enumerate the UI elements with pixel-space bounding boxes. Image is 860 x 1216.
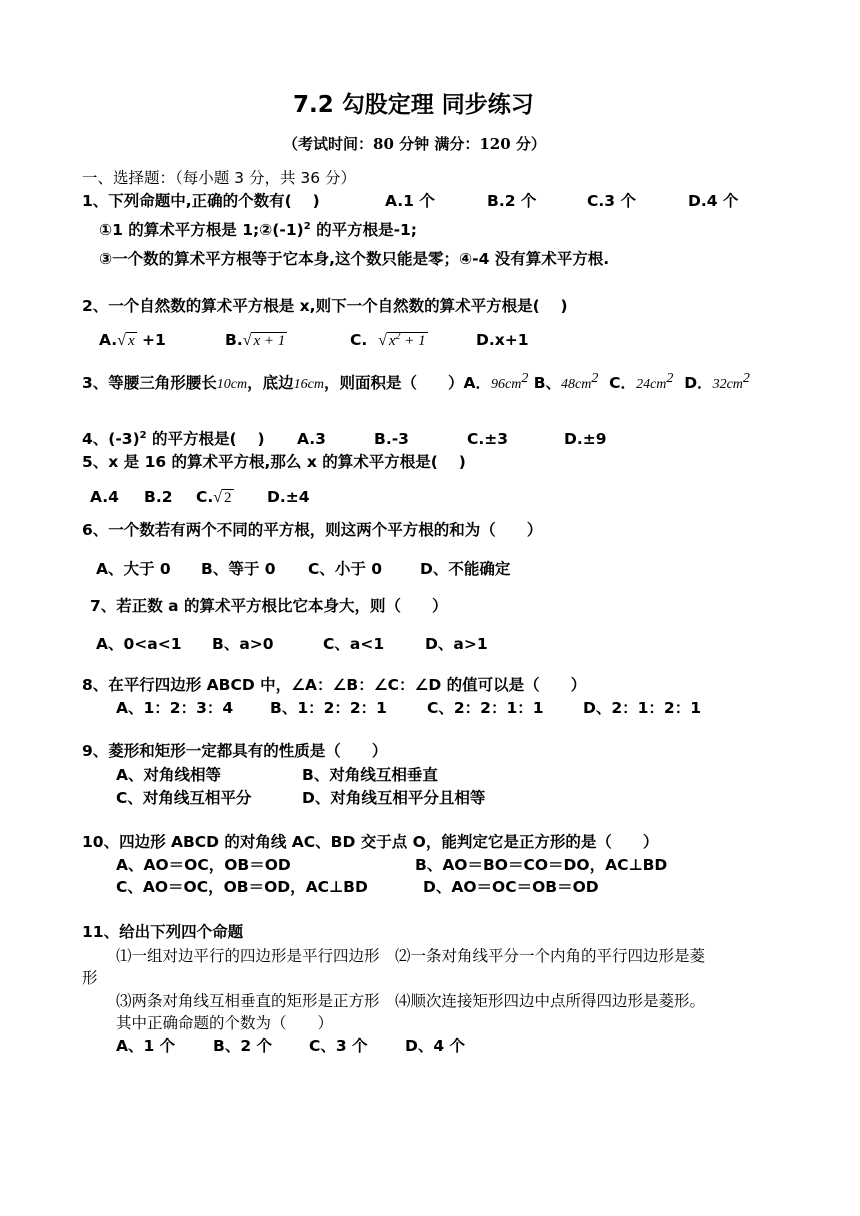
question-stem: ，则面积是（ ）: [323, 374, 464, 392]
statement-line: ⑴一组对边平行的四边形是平行四边形 ⑵一条对角线平分一个内角的平行四边形是菱: [116, 947, 706, 965]
option-a: A、0<a<1: [96, 635, 182, 653]
sqrt-expression: √ $x^2 + 1$: [378, 331, 426, 349]
option-b: B、AO＝BO＝CO＝DO，AC⊥BD: [415, 856, 668, 874]
option-d: D、2：1：2：1: [583, 699, 702, 717]
option-d-value: 32cm: [712, 377, 743, 392]
option-c: C、3 个: [309, 1037, 368, 1055]
option-d: D、不能确定: [420, 560, 511, 578]
question-stem: 10、四边形 ABCD 的对角线 AC、BD 交于点 O，能判定它是正方形的是（ ）: [82, 833, 659, 851]
option-c: C、a<1: [323, 635, 385, 653]
question-stem: 6、一个数若有两个不同的平方根，则这两个平方根的和为（ ）: [82, 521, 543, 539]
statement-line: 形: [82, 969, 98, 987]
question-stem: 9、菱形和矩形一定都具有的性质是（ ）: [82, 742, 388, 760]
stem-text: 4、(-3): [82, 430, 140, 448]
option-a: A.3: [297, 430, 326, 448]
radicand: x: [127, 333, 135, 349]
exponent: 2: [742, 370, 750, 386]
option-a: A．: [463, 374, 491, 392]
exponent: 2: [591, 370, 599, 386]
option-c: C、2：2：1：1: [427, 699, 544, 717]
option-b: B、对角线互相垂直: [302, 766, 438, 784]
option-b: B.-3: [374, 430, 409, 448]
length-value: 10cm: [216, 377, 248, 392]
option-b: B.2 个: [487, 192, 537, 210]
option-b: B、: [533, 374, 562, 392]
option-c: C、AO＝OC，OB＝OD，AC⊥BD: [116, 878, 368, 896]
exponent: 2: [521, 370, 529, 386]
sqrt-expression: √ x: [117, 332, 135, 349]
option-c: C、对角线互相平分: [116, 789, 252, 807]
option-a: A、1 个: [116, 1037, 176, 1055]
exponent: 2: [666, 370, 674, 386]
question-stem: 5、x 是 16 的算术平方根,那么 x 的算术平方根是( ): [82, 453, 466, 471]
option-d: D、AO＝OC＝OB＝OD: [423, 878, 599, 896]
question-stem: 2、一个自然数的算术平方根是 x,则下一个自然数的算术平方根是( ): [82, 297, 568, 315]
option-d: D、4 个: [405, 1037, 466, 1055]
radicand: x: [388, 333, 396, 349]
option-c: C.±3: [467, 430, 509, 448]
radicand: x + 1: [253, 333, 286, 349]
option-b-value: 48cm: [561, 377, 592, 392]
sqrt-expression: √ x + 1: [242, 332, 286, 349]
radicand: + 1: [400, 333, 426, 349]
radicand: 2: [224, 490, 232, 506]
exam-info: （考试时间：80 分钟 满分：120 分）: [283, 135, 546, 153]
section-heading: 一、选择题：（每小题 3 分，共 36 分）: [82, 169, 357, 187]
option-label: C.: [196, 488, 214, 506]
question-stem: 3、等腰三角形腰长: [82, 374, 217, 392]
option-a: A.4: [90, 488, 119, 506]
question-3: [82, 370, 750, 395]
option-a: A、大于 0: [96, 560, 171, 578]
option-a: A.1 个: [385, 192, 435, 210]
option-b: [225, 330, 287, 351]
option-b: B、1：2：2：1: [270, 699, 387, 717]
option-c: C.3 个: [587, 192, 636, 210]
option-b: B.2: [144, 488, 173, 506]
option-c: C、小于 0: [308, 560, 383, 578]
option-d: D.±9: [564, 430, 607, 448]
question-stem: ，底边: [247, 374, 294, 392]
statement-line: [99, 220, 417, 240]
length-value: 16cm: [293, 377, 324, 392]
option-b: B、2 个: [213, 1037, 272, 1055]
page-title: 7.2 勾股定理 同步练习: [293, 92, 534, 118]
option-b: B、a>0: [212, 635, 274, 653]
option-d: D.±4: [267, 488, 310, 506]
option-a: A、1：2：3：4: [116, 699, 234, 717]
exponent: 2: [395, 331, 401, 342]
option-b: B、等于 0: [201, 560, 276, 578]
question-stem: 7、若正数 a 的算术平方根比它本身大，则（ ）: [90, 597, 448, 615]
option-d: D.4 个: [688, 192, 739, 210]
option-label: B.: [225, 331, 243, 349]
stem-text: 的平方根是( ): [146, 430, 265, 448]
question-stem: 8、在平行四边形 ABCD 中，∠A：∠B：∠C：∠D 的值可以是（ ）: [82, 676, 587, 694]
option-a: A、AO＝OC，OB＝OD: [116, 856, 291, 874]
option-d: D、a>1: [425, 635, 488, 653]
option-d: D、对角线互相平分且相等: [302, 789, 486, 807]
option-a: A、对角线相等: [116, 766, 221, 784]
option-a: [99, 330, 166, 351]
question-stem: 11、给出下列四个命题: [82, 923, 244, 941]
option-text: +1: [136, 331, 166, 349]
exponent: 2: [139, 429, 147, 441]
exponent: 2: [303, 220, 311, 232]
statement-text: ①1 的算术平方根是 1;②(-1): [99, 221, 304, 239]
option-d: D．: [684, 374, 713, 392]
option-c: C．: [609, 374, 637, 392]
statement-line: ③一个数的算术平方根等于它本身,这个数只能是零；④-4 没有算术平方根.: [99, 250, 610, 268]
option-label: C.: [350, 331, 368, 349]
statement-line: 其中正确命题的个数为（ ）: [116, 1014, 334, 1032]
option-label: A.: [99, 331, 118, 349]
question-stem: 1、下列命题中,正确的个数有( ): [82, 192, 320, 210]
sqrt-expression: √ 2: [213, 489, 232, 506]
statement-text: 的平方根是-1;: [310, 221, 417, 239]
option-d: D.x+1: [476, 331, 529, 349]
option-c: [196, 487, 234, 508]
option-a-value: 96cm: [490, 377, 522, 392]
statement-line: ⑶两条对角线互相垂直的矩形是正方形 ⑷顺次连接矩形四边中点所得四边形是菱形。: [116, 992, 706, 1010]
option-c: [350, 330, 428, 351]
question-stem: [82, 429, 265, 449]
option-c-value: 24cm: [636, 377, 667, 392]
